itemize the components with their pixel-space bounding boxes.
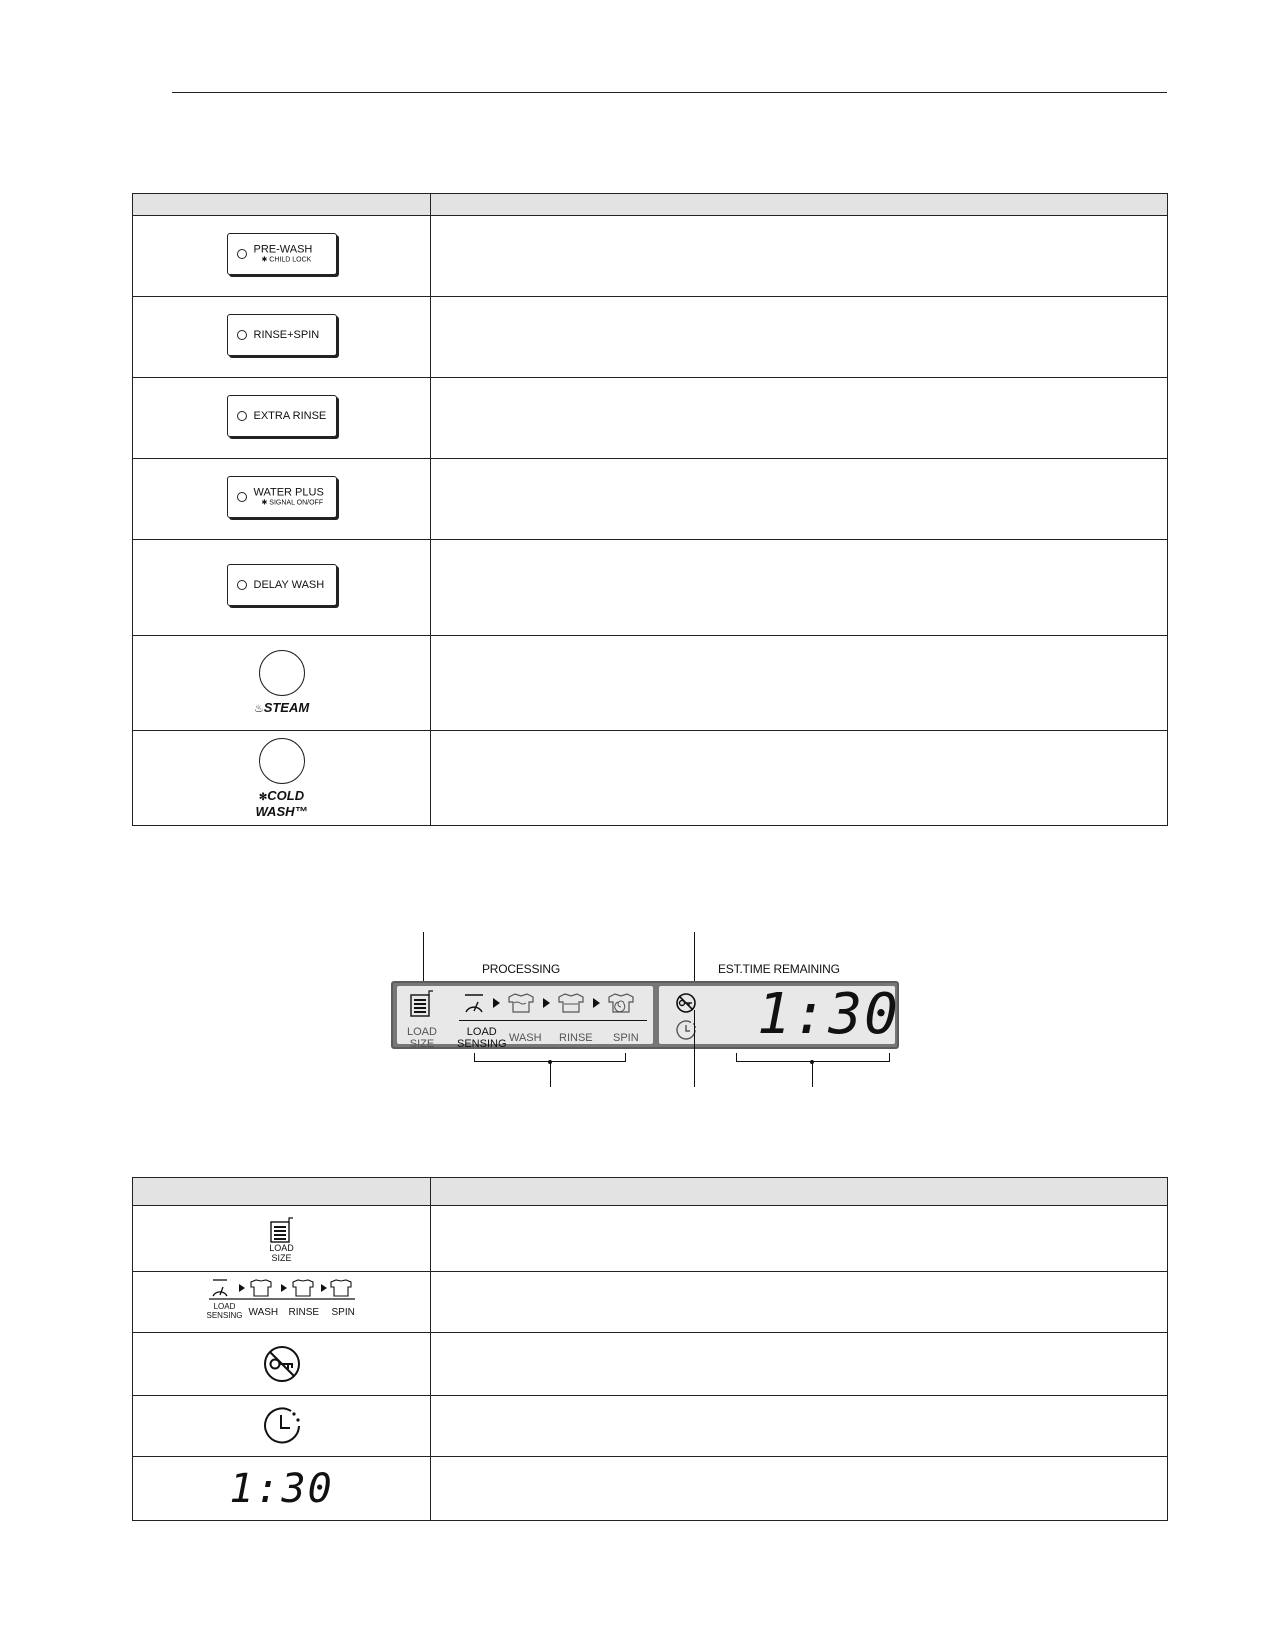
callout-line bbox=[694, 1010, 695, 1087]
rinse-label: RINSE bbox=[288, 1307, 320, 1318]
options-table-header bbox=[133, 194, 1168, 216]
indicator-light bbox=[237, 411, 247, 421]
time-display: 1:30 bbox=[229, 1465, 334, 1512]
processing-title: PROCESSING bbox=[482, 962, 561, 976]
control-display-panel bbox=[391, 981, 899, 1049]
snowflake-icon: ✻ bbox=[258, 791, 268, 803]
table-row bbox=[133, 731, 1168, 826]
button-sublabel: ✱ CHILD LOCK bbox=[261, 256, 312, 263]
indicators-table-header bbox=[133, 1178, 1168, 1206]
processing-area bbox=[397, 986, 653, 1050]
extra-rinse-button[interactable] bbox=[227, 395, 337, 437]
spin-label: SPIN bbox=[331, 1307, 355, 1318]
callout-line bbox=[812, 1062, 813, 1087]
description-cell bbox=[431, 540, 1168, 636]
table-row bbox=[133, 297, 1168, 378]
table-row bbox=[133, 216, 1168, 297]
button-label: WATER PLUS bbox=[253, 486, 324, 498]
indicator-light bbox=[237, 580, 247, 590]
indicator-light bbox=[237, 330, 247, 340]
description-cell bbox=[431, 1333, 1168, 1396]
table-row bbox=[133, 1272, 1168, 1333]
load-size-label: LOAD SIZE bbox=[407, 1026, 437, 1050]
description-cell bbox=[431, 297, 1168, 378]
spin-shirt-icon bbox=[609, 994, 633, 1012]
indicators-table bbox=[132, 1177, 1168, 1521]
load-sensing-icon bbox=[465, 995, 483, 1012]
button-label: DELAY WASH bbox=[253, 579, 325, 591]
cold-wash-label: ✻COLD WASH™ bbox=[255, 787, 308, 819]
callout-line bbox=[694, 932, 695, 986]
load-size-icon bbox=[269, 1217, 295, 1243]
child-lock-icon bbox=[262, 1344, 302, 1384]
header-rule bbox=[172, 92, 1167, 93]
arrow-icon bbox=[593, 998, 600, 1008]
description-cell bbox=[431, 1206, 1168, 1272]
table-row bbox=[133, 378, 1168, 459]
est-time-title: EST.TIME REMAINING bbox=[718, 962, 840, 976]
table-row bbox=[133, 459, 1168, 540]
table-row bbox=[133, 1396, 1168, 1457]
load-size-label: LOAD SIZE bbox=[269, 1242, 294, 1263]
time-display: 1:30 bbox=[757, 982, 900, 1047]
indicator-light bbox=[237, 249, 247, 259]
table-row bbox=[133, 1206, 1168, 1272]
arrow-icon bbox=[543, 998, 550, 1008]
button-label: PRE-WASH bbox=[253, 243, 313, 255]
callout-line bbox=[423, 932, 424, 984]
load-size-icon bbox=[409, 990, 435, 1018]
table-row bbox=[133, 636, 1168, 731]
description-cell bbox=[431, 636, 1168, 731]
steam-label: ♨STEAM bbox=[253, 700, 310, 715]
delay-wash-button[interactable] bbox=[227, 564, 337, 606]
callout-line bbox=[550, 1062, 551, 1087]
description-cell bbox=[431, 1457, 1168, 1521]
description-cell bbox=[431, 216, 1168, 297]
cycle-status-icons bbox=[207, 1276, 357, 1328]
arrow-icon bbox=[493, 998, 500, 1008]
wash-label: WASH bbox=[248, 1307, 279, 1318]
prewash-button[interactable] bbox=[227, 233, 337, 275]
table-row bbox=[133, 1333, 1168, 1396]
table-row bbox=[133, 1457, 1168, 1521]
description-cell bbox=[431, 1272, 1168, 1333]
wash-label: WASH bbox=[509, 1032, 542, 1044]
steam-button[interactable] bbox=[259, 650, 305, 696]
water-plus-button[interactable] bbox=[227, 476, 337, 518]
description-cell bbox=[431, 731, 1168, 826]
button-label: RINSE+SPIN bbox=[253, 328, 320, 341]
rinse-spin-button[interactable] bbox=[227, 314, 337, 356]
wash-shirt-icon bbox=[509, 994, 533, 1012]
load-sensing-label: LOAD SENSING bbox=[457, 1026, 507, 1050]
table-row bbox=[133, 540, 1168, 636]
spin-label: SPIN bbox=[613, 1032, 639, 1044]
delay-wash-clock-icon bbox=[261, 1405, 303, 1447]
load-sensing-label: LOAD SENSING bbox=[206, 1302, 243, 1320]
steps-underline bbox=[459, 1020, 647, 1021]
options-table bbox=[132, 193, 1168, 826]
indicator-light bbox=[237, 492, 247, 502]
cold-wash-button[interactable] bbox=[259, 738, 305, 784]
description-cell bbox=[431, 378, 1168, 459]
description-cell bbox=[431, 459, 1168, 540]
rinse-shirt-icon bbox=[559, 994, 583, 1012]
button-sublabel: ✱ SIGNAL ON/OFF bbox=[261, 499, 324, 506]
steam-icon: ♨ bbox=[253, 703, 264, 715]
description-cell bbox=[431, 1396, 1168, 1457]
cycle-status-icons bbox=[463, 992, 645, 1016]
rinse-label: RINSE bbox=[559, 1032, 593, 1044]
button-label: EXTRA RINSE bbox=[253, 409, 327, 422]
